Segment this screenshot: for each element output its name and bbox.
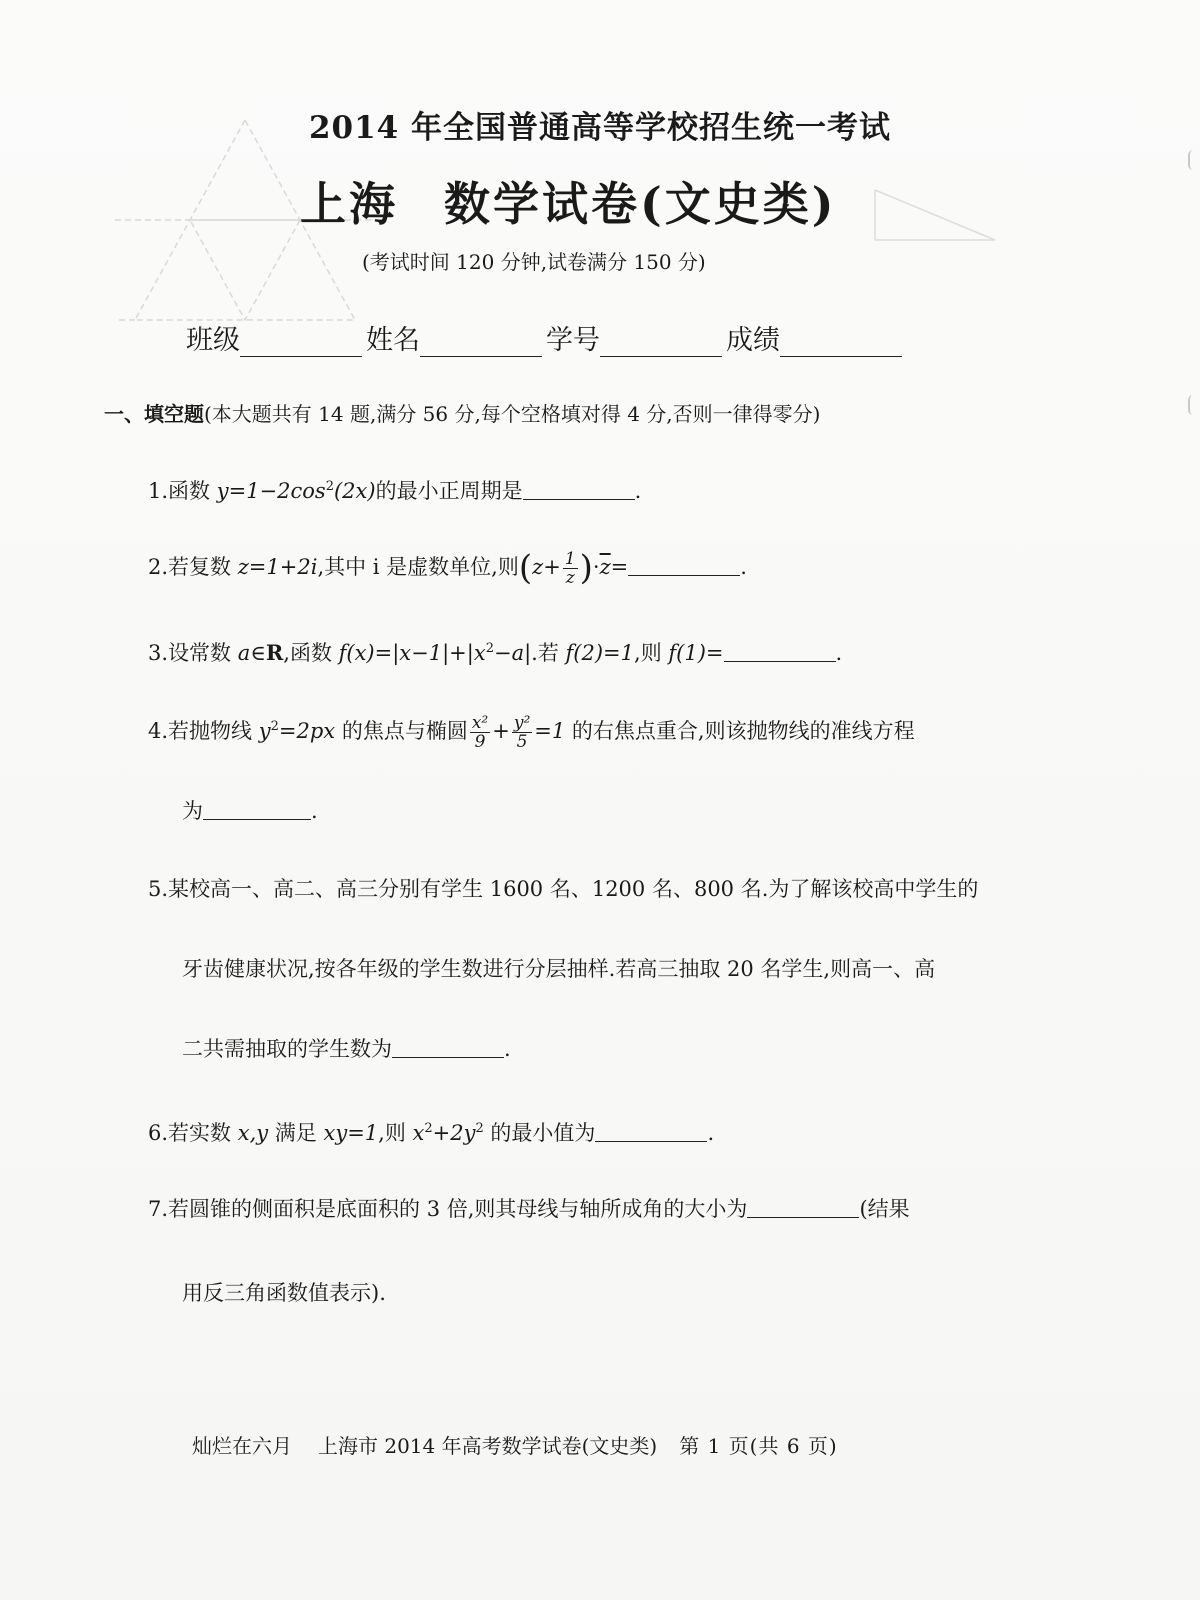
question-text: ,则	[634, 641, 669, 665]
student-id-label: 学号	[546, 325, 600, 356]
math-variable: a	[237, 641, 251, 665]
fraction-numerator: x²	[471, 713, 489, 733]
math-expression: z=1+2i	[237, 555, 318, 579]
exam-title: 2014 年全国普通高等学校招生统一考试	[308, 110, 892, 146]
question-text: 的最小正周期是	[375, 479, 523, 503]
question-number: 6.	[148, 1121, 169, 1145]
name-field[interactable]	[420, 328, 542, 357]
answer-blank-7[interactable]	[747, 1195, 859, 1218]
question-text: 的右焦点重合,则该抛物线的准线方程	[565, 719, 915, 743]
question-text: 若抛物线	[168, 719, 259, 743]
question-text: .若	[531, 641, 566, 665]
math-variables: x,y	[237, 1121, 269, 1145]
question-end: .	[740, 555, 747, 579]
math-paren: )	[579, 548, 593, 588]
question-4	[148, 712, 915, 751]
question-5-line-2	[182, 954, 935, 984]
math-fraction	[563, 550, 578, 587]
question-text: 的焦点与椭圆	[335, 719, 468, 743]
question-number: 2.	[148, 555, 169, 579]
score-label: 成绩	[726, 325, 780, 356]
question-text: 若圆锥的侧面积是底面积的 3 倍,则其母线与轴所成角的大小为	[168, 1197, 748, 1221]
edge-mark-mid	[1188, 395, 1198, 415]
answer-blank-3[interactable]	[724, 639, 836, 662]
page-footer	[192, 1430, 838, 1459]
math-operator: =	[610, 555, 629, 579]
question-text: 满足	[268, 1121, 324, 1145]
subtitle-name: 数学试卷(文史类)	[444, 177, 837, 231]
class-label: 班级	[186, 325, 240, 356]
math-expression: f(x)=|x−1|+|x	[338, 641, 486, 665]
question-text: ,函数	[283, 641, 339, 665]
question-number: 1.	[148, 479, 169, 503]
question-7-line-2	[182, 1278, 386, 1308]
question-number: 5.	[148, 877, 169, 901]
bleed-through-figure-right	[870, 180, 1000, 270]
math-superscript: 2	[325, 479, 334, 494]
student-info-row	[186, 318, 906, 357]
exam-subtitle	[300, 168, 837, 234]
section-description: (本大题共有 14 题,满分 56 分,每个空格填对得 4 分,否则一律得零分)	[204, 402, 821, 426]
question-7	[148, 1194, 910, 1224]
question-3	[148, 634, 842, 668]
question-2	[148, 550, 747, 587]
math-fraction	[470, 714, 490, 751]
question-text: 二共需抽取的学生数为	[182, 1037, 392, 1061]
question-number: 4.	[148, 719, 169, 743]
section-header	[104, 398, 820, 427]
question-4-continued	[182, 796, 318, 826]
exam-info: (考试时间 120 分钟,试卷满分 150 分)	[362, 250, 706, 274]
math-expression: z+	[532, 555, 561, 579]
fraction-denominator: 5	[516, 732, 528, 752]
question-text: 若实数	[168, 1121, 238, 1145]
math-operator: +	[492, 719, 510, 743]
math-conjugate: $\overline{z}$	[599, 555, 611, 579]
answer-blank-1[interactable]	[523, 477, 635, 500]
math-fraction	[512, 714, 532, 751]
answer-blank-4[interactable]	[203, 797, 311, 820]
student-id-field[interactable]	[600, 328, 722, 357]
math-superscript: 2	[485, 641, 494, 656]
score-field[interactable]	[780, 328, 902, 357]
math-superscript: 2	[270, 719, 279, 734]
question-end: .	[634, 479, 642, 503]
edge-mark-top	[1188, 150, 1198, 170]
math-operator: ·	[592, 555, 600, 579]
math-set: R	[265, 640, 284, 665]
math-superscript: 2	[475, 1121, 484, 1136]
math-paren: (	[518, 548, 533, 588]
math-expression: =1	[534, 719, 566, 743]
footer-page-number: 第 1 页(共 6 页)	[679, 1434, 838, 1458]
question-text: (结果	[859, 1197, 910, 1221]
question-text: 为	[182, 799, 203, 823]
footer-left: 灿烂在六月	[192, 1434, 292, 1458]
subtitle-region: 上海	[300, 177, 398, 231]
math-variable: y	[258, 719, 271, 743]
footer-center: 上海市 2014 年高考数学试卷(文史类)	[318, 1434, 658, 1458]
question-text: 函数	[168, 479, 217, 503]
question-text: ,其中 i 是虚数单位,则	[317, 555, 519, 579]
question-text: 若复数	[168, 555, 238, 579]
question-text: 用反三角函数值表示).	[182, 1281, 386, 1305]
answer-blank-2[interactable]	[628, 553, 740, 576]
section-title: 一、填空题	[104, 402, 204, 426]
fraction-denominator: z	[565, 568, 575, 588]
question-text: 牙齿健康状况,按各年级的学生数进行分层抽样.若高三抽取 20 名学生,则高一、高	[182, 957, 936, 981]
question-text: ,则	[378, 1121, 413, 1145]
math-variable: x	[412, 1121, 425, 1145]
question-1	[148, 472, 641, 506]
math-expression: f(1)=	[668, 641, 724, 665]
question-end: .	[504, 1037, 511, 1061]
math-expression: +2y	[432, 1121, 476, 1145]
math-expression: xy=1	[323, 1121, 379, 1145]
math-expression: y=1−2cos	[216, 479, 326, 503]
question-end: .	[707, 1121, 715, 1145]
question-text: 的最小值为	[483, 1121, 596, 1145]
question-6	[148, 1114, 714, 1148]
question-number: 7.	[148, 1197, 169, 1221]
question-end: .	[835, 641, 843, 665]
question-text: 设常数	[168, 641, 238, 665]
math-expression: −a|	[493, 641, 532, 665]
class-field[interactable]	[240, 328, 362, 357]
name-label: 姓名	[366, 325, 420, 356]
answer-blank-5[interactable]	[392, 1035, 504, 1058]
math-expression: f(2)=1	[565, 641, 635, 665]
math-expression: (2x)	[333, 479, 376, 503]
math-expression: =2px	[278, 719, 336, 743]
math-superscript: 2	[424, 1121, 433, 1136]
question-5-line-3	[182, 1034, 511, 1064]
fraction-denominator: 9	[474, 732, 486, 752]
fraction-numerator: y²	[513, 713, 531, 733]
question-5	[148, 874, 978, 904]
fraction-numerator: 1	[564, 549, 576, 569]
question-end: .	[311, 799, 318, 823]
math-operator: ∈	[250, 641, 266, 665]
question-text: 某校高一、高二、高三分别有学生 1600 名、1200 名、800 名.为了解该校高中学生的	[168, 877, 979, 901]
question-number: 3.	[148, 641, 169, 665]
answer-blank-6[interactable]	[595, 1119, 707, 1142]
